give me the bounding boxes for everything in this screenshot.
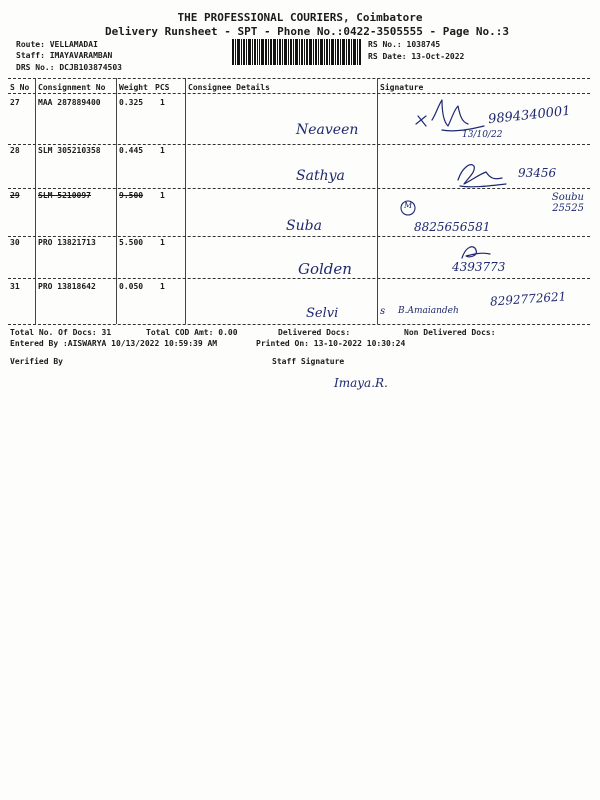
col-divider-consignment [116, 78, 117, 324]
non-delivered-docs: Non Delivered Docs: [404, 328, 496, 337]
route-label: Route: VELLAMADAI [16, 40, 98, 49]
table-bottom-rule [8, 324, 590, 325]
row-pcs: 1 [160, 238, 165, 247]
row-sno: 28 [10, 146, 20, 155]
col-header-signature: Signature [380, 83, 424, 92]
delivered-docs: Delivered Docs: [278, 328, 351, 337]
total-docs: Total No. Of Docs: 31 [10, 328, 112, 337]
row-consignment: PRO 13821713 [38, 238, 96, 247]
printed-on: Printed On: 13-10-2022 10:30:24 [256, 339, 406, 348]
row-consignment: PRO 13818642 [38, 282, 96, 291]
row-sno: 30 [10, 238, 20, 247]
consignee-handwriting: Sathya [296, 168, 345, 184]
rs-number: RS No.: 1038745 [368, 40, 441, 49]
signature-name: B.Amaiandeh [398, 306, 459, 316]
row-divider [8, 278, 590, 279]
rs-date: RS Date: 13-Oct-2022 [368, 52, 465, 61]
row-weight: 0.325 [119, 98, 144, 107]
col-header-consignee: Consignee Details [188, 83, 270, 92]
entered-by: Entered By :AISWARYA 10/13/2022 10:59:39 AM [10, 339, 218, 348]
consignee-handwriting: Selvi [306, 306, 339, 321]
row-weight: 5.500 [119, 238, 144, 247]
col-header-pcs: PCS [155, 83, 170, 92]
row-pcs: 1 [160, 98, 165, 107]
company-title: THE PROFESSIONAL COURIERS, Coimbatore [177, 11, 423, 24]
row-sno: 31 [10, 282, 20, 291]
row-pcs: 1 [160, 282, 165, 291]
signature-phone: 4393773 [452, 260, 506, 274]
signature-extra: Soubu 25525 [551, 192, 584, 214]
row-consignment: SLM 305210358 [38, 146, 101, 155]
signature-phone: 93456 [518, 166, 557, 180]
col-divider-consignee [377, 78, 378, 324]
signature-phone: 8825656581 [414, 220, 491, 234]
row-sno: 27 [10, 98, 20, 107]
row-pcs: 1 [160, 146, 165, 155]
col-header-weight: Weight [119, 83, 148, 92]
staff-label: Staff: IMAYAVARAMBAN [16, 51, 113, 60]
verified-by-label: Verified By [10, 357, 63, 366]
staff-signature-label: Staff Signature [272, 357, 345, 366]
row-divider [8, 188, 590, 189]
row-weight: 9.500 [119, 191, 144, 200]
drs-number: DRS No.: DCJB103874503 [16, 63, 122, 72]
signature-date: 13/10/22 [462, 130, 503, 140]
signature-mark: M [404, 201, 413, 210]
signature-phone: 8292772621 [489, 289, 567, 309]
consignee-handwriting: Golden [298, 260, 352, 278]
row-sno: 29 [10, 191, 20, 200]
staff-signature-handwriting: Imaya.R. [334, 376, 388, 390]
col-header-consignment: Consignment No [38, 83, 106, 92]
signature-mark: s [380, 306, 386, 317]
consignee-handwriting: Suba [286, 218, 322, 234]
row-weight: 0.445 [119, 146, 144, 155]
consignee-handwriting: Neaveen [296, 122, 359, 138]
signature-scribble [452, 156, 512, 190]
row-weight: 0.050 [119, 282, 144, 291]
row-divider [8, 144, 590, 145]
total-cod: Total COD Amt: 0.00 [146, 328, 238, 337]
signature-phone: 9894340001 [487, 103, 572, 128]
row-consignment: MAA 287889400 [38, 98, 101, 107]
col-divider-pcs [185, 78, 186, 324]
row-pcs: 1 [160, 191, 165, 200]
row-divider [8, 236, 590, 237]
runsheet-subtitle: Delivery Runsheet - SPT - Phone No.:0422-3505555 - Page No.:3 [105, 25, 509, 38]
table-top-rule [8, 78, 590, 79]
barcode-image [232, 39, 362, 65]
table-header-rule [8, 93, 590, 94]
col-divider-sno [35, 78, 36, 324]
col-header-sno: S No [10, 83, 30, 92]
row-consignment: SLM 5210097 [38, 191, 91, 200]
